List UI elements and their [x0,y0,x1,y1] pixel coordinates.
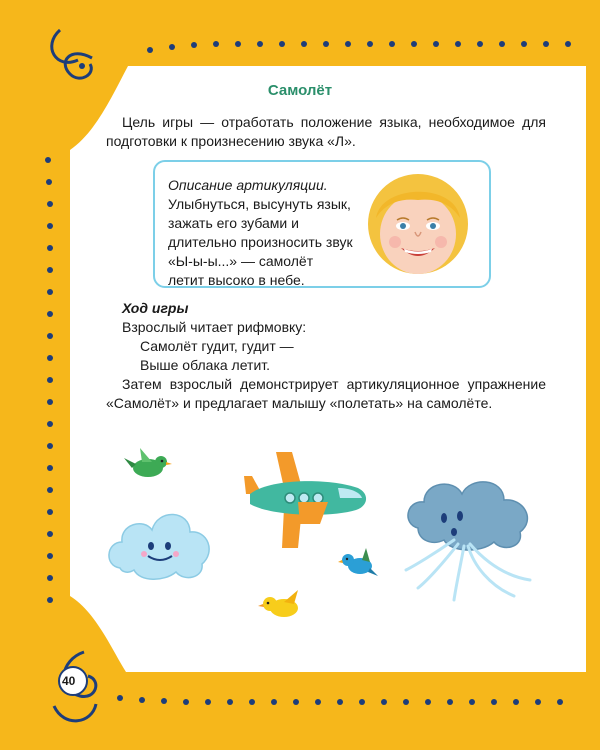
game-heading: Ход игры [122,300,189,316]
game-section [106,299,546,413]
page-number: 40 [62,674,76,688]
airplane-illustration [240,448,370,550]
page-title: Самолёт [267,82,333,99]
articulation-text: Улыбнуться, высунуть язык, зажать его зубами и длительно произносить звук «Ы-ы-ы...» — самолёт летит высоко в небе. [168,196,353,288]
verse-line-1: Самолёт гудит, гудит — [140,338,294,354]
articulation-heading: Описание артикуляции. [168,177,328,193]
articulation-description [168,176,353,290]
wind-cloud-illustration [404,476,536,602]
yellow-bird-illustration [258,588,306,622]
game-paragraph: Затем взрослый демонстрирует артикуляционное упражнение «Самолёт» и предлагает малышу «полетать» на самолёте. [106,376,546,411]
blue-bird-illustration [338,546,378,584]
green-bird-illustration [122,444,172,486]
smiling-cloud-illustration [104,502,216,582]
goal-paragraph: Цель игры — отработать положение языка, необходимое для подготовки к произнесению звука «Л». [106,114,546,149]
child-face-illustration [361,168,475,280]
game-line: Взрослый читает рифмовку: [122,319,307,335]
articulation-box [153,160,491,288]
verse-line-2: Выше облака летит. [140,357,271,373]
